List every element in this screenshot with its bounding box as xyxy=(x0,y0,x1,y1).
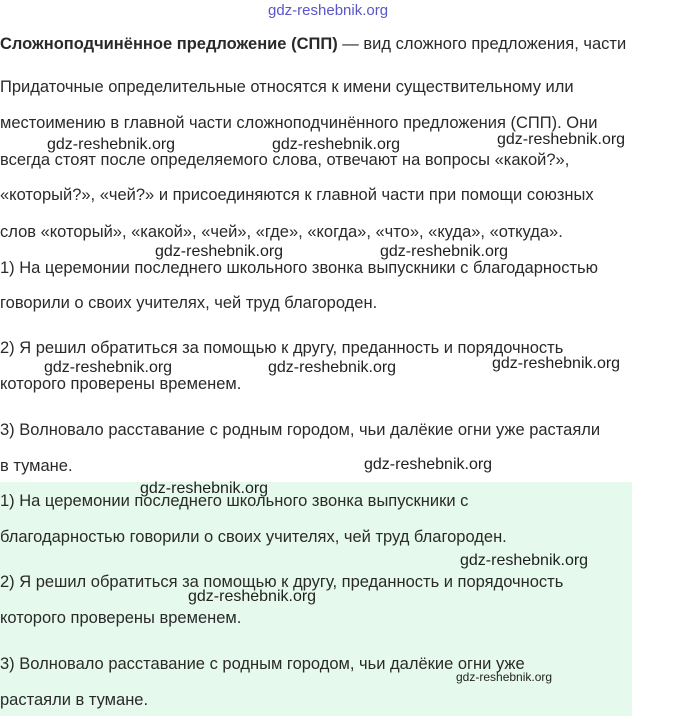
watermark-text: gdz-reshebnik.org xyxy=(380,243,509,260)
watermark-text: gdz-reshebnik.org xyxy=(155,243,284,260)
task-line: 3) Волновало расставание с родным городом, чьи далёкие огни уже растаяли xyxy=(0,421,601,439)
task-line: 1) На церемонии последнего школьного звонка выпускники с благодарностью xyxy=(0,259,598,277)
watermark-text: gdz-reshebnik.org xyxy=(364,456,493,473)
spp-term: Сложноподчинённое предложение (СПП) xyxy=(0,35,338,53)
watermark-text: gdz-reshebnik.org xyxy=(188,588,317,605)
watermark-text: gdz-reshebnik.org xyxy=(492,355,621,372)
task-line: в тумане. xyxy=(0,457,73,475)
watermark-text: gdz-reshebnik.org xyxy=(140,480,269,497)
watermark-text: gdz-reshebnik.org xyxy=(497,131,626,148)
watermark-text: gdz-reshebnik.org xyxy=(456,670,553,684)
answer-line: которого проверены временем. xyxy=(0,609,242,627)
answer-line: растаяли в тумане. xyxy=(0,691,149,709)
watermark-text: gdz-reshebnik.org xyxy=(272,136,401,153)
answer-line: 1) На церемонии последнего школьного звонка выпускники с xyxy=(0,492,469,510)
task-line: говорили о своих учителях, чей труд благороден. xyxy=(0,294,378,312)
theory-line: «который?», «чей?» и присоединяются к главной части при помощи союзных xyxy=(0,186,594,204)
intro-rest: — вид сложного предложения, части xyxy=(337,35,627,53)
answer-line: благодарностью говорили о своих учителях, чей труд благороден. xyxy=(0,528,507,546)
theory-line: Придаточные определительные относятся к имени существительному или xyxy=(0,78,574,96)
theory-line: слов «который», «какой», «чей», «где», «когда», «что», «куда», «откуда». xyxy=(0,223,563,241)
task-line: 2) Я решил обратиться за помощью к другу, преданность и порядочность xyxy=(0,339,564,357)
intro-line xyxy=(0,34,626,54)
answer-line: 2) Я решил обратиться за помощью к другу, преданность и порядочность xyxy=(0,573,564,591)
task-line: которого проверены временем. xyxy=(0,375,242,393)
watermark-text: gdz-reshebnik.org xyxy=(268,359,397,376)
watermark-text: gdz-reshebnik.org xyxy=(44,359,173,376)
site-header-link[interactable]: gdz-reshebnik.org xyxy=(268,2,389,19)
theory-line: местоимению в главной части сложноподчинённого предложения (СПП). Они xyxy=(0,114,598,132)
watermark-text: gdz-reshebnik.org xyxy=(47,136,176,153)
answer-line: 3) Волновало расставание с родным городом, чьи далёкие огни уже xyxy=(0,655,525,673)
watermark-text: gdz-reshebnik.org xyxy=(460,552,589,569)
theory-line: всегда стоят после определяемого слова, отвечают на вопросы «какой?», xyxy=(0,151,570,169)
